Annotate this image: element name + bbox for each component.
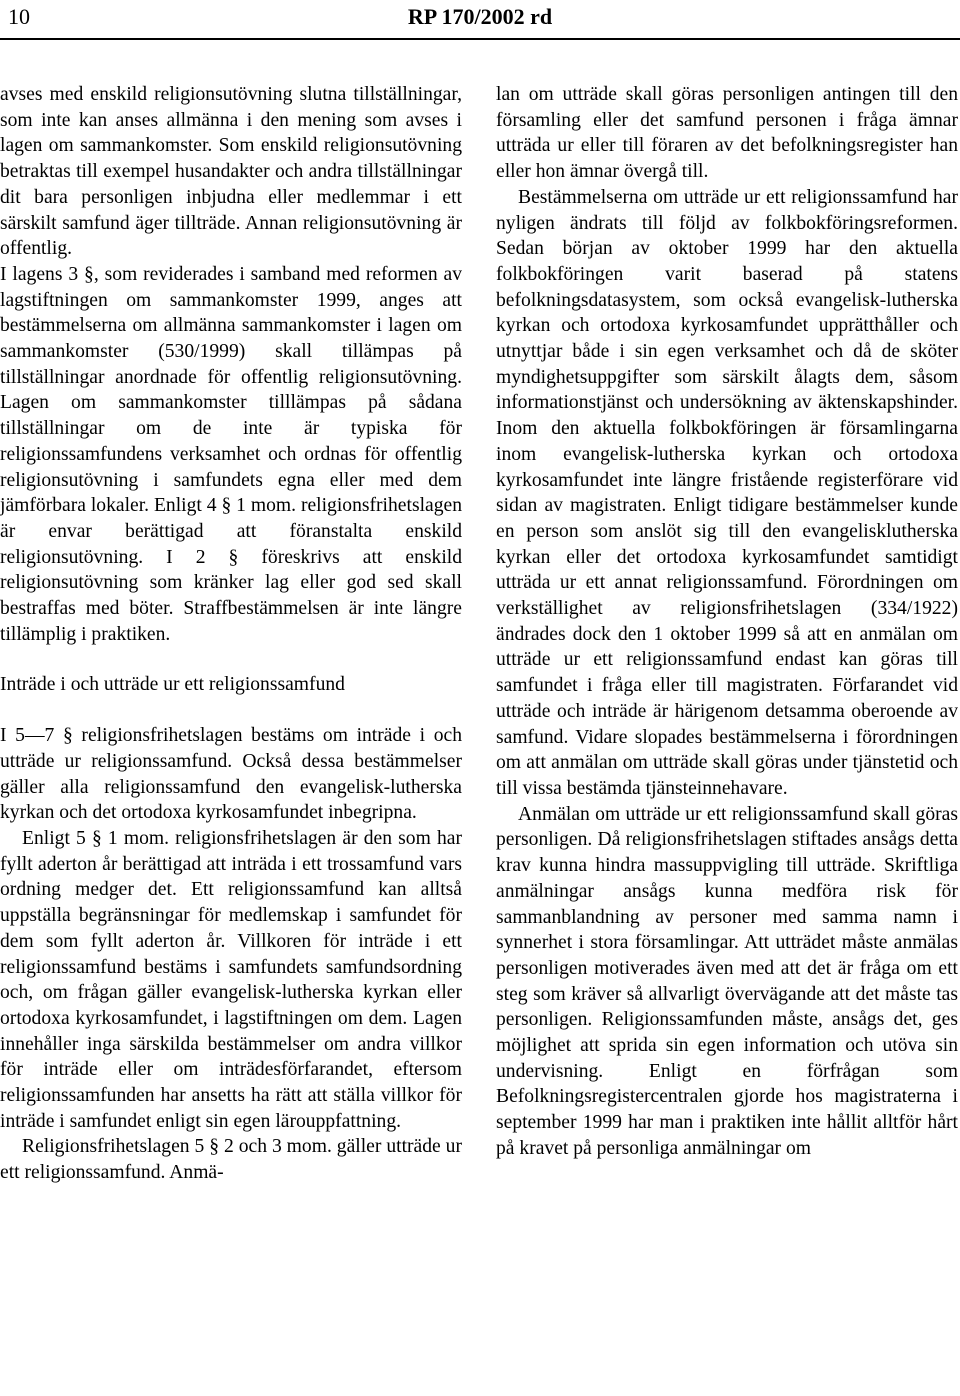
paragraph: Anmälan om utträde ur ett religionssamfund skall göras personligen. Då religionsfrihetslagen stiftades ansågs detta krav kunna hindra massuppvigling till utträde. Skriftliga anmälningar ansågs kunna medföra risk för sammanblandning av personer med samma namn i synnerhet i stora församlingar. Att utträdet måste anmälas personligen motiverades även med att det är fråga om ett steg som kräver så allvarligt övervägande att det måste tas personligen. Religionssamfunden måste, ansågs det, ges möjlighet att sprida sin egen information och utöva sin undervisning. Enligt en förfrågan som Befolkningsregistercentralen gjorde hos magistraterna i september 1999 har man i praktiken inte hållit alltför hårt på kravet på personliga anmälningar om bbox=[496, 803, 958, 1159]
document-id: RP 170/2002 rd bbox=[407, 4, 553, 29]
paragraph: I lagens 3 §, som reviderades i samband med reformen av lagstiftningen om sammankomster 1999, anges att bestämmelserna om allmänna sammankomster i lagen om sammankomster (530/1999) skall tillämpas på tillställningar anordnade för offentlig religionsutövning. Lagen om sammankomster tilllämpas på sådana tillställningar om de inte är typiska för religionssamfundens verksamhet och ordnas för offentlig religionsutövning i samfundets egna eller med dem jämförbara lokaler. Enligt 4 § 1 mom. religionsfrihetslagen är envar berättigad att föranstalta enskild religionsutövning. I 2 § föreskrivs att enskild religionsutövning som kränker lag eller god sed skall bestraffas med böter. Straffbestämmelsen är inte längre tillämplig i praktiken. bbox=[0, 263, 462, 645]
left-column bbox=[0, 82, 462, 1396]
section-heading: Inträde i och utträde ur ett religionssamfund bbox=[0, 674, 345, 696]
page-number: 10 bbox=[8, 4, 30, 29]
paragraph: lan om utträde skall göras personligen antingen till den församling eller det samfund personen i fråga ämnar utträda ur eller till föraren av det befolkningsregister han eller hon ämnar övergå till. bbox=[496, 84, 958, 183]
right-column bbox=[496, 82, 958, 1396]
header-rule bbox=[0, 38, 960, 40]
paragraph: Religionsfrihetslagen 5 § 2 och 3 mom. gäller utträde ur ett religionssamfund. Anmä- bbox=[0, 1136, 462, 1184]
paragraph: avses med enskild religionsutövning slutna tillställningar, som inte kan anses allmänna i den mening som avses i lagen om sammankomster. Som enskild religionsutövning betraktas till exempel husandakter och andra tillställningar dit bara personligen inbjudna eller medlemmar i ett särskilt samfund äger tillträde. Annan religionsutövning är offentlig. bbox=[0, 84, 462, 260]
page-header bbox=[0, 0, 960, 40]
paragraph: I 5—7 § religionsfrihetslagen bestäms om inträde i och utträde ur religionssamfund. Också dessa bestämmelser gäller alla religionssamfund den evangelisk-lutherska kyrkan och det ortodoxa kyrkosamfundet inbegripna. bbox=[0, 725, 462, 824]
paragraph: Enligt 5 § 1 mom. religionsfrihetslagen är den som har fyllt aderton år berättigad att inträda i ett trossamfund vars ordning medger det. Ett religionssamfund kan alltså uppställa begränsningar för medlemskap i samfundet för dem som fyllt aderton år. Villkoren för inträde i ett religionssamfund bestäms i samfundets samfundsordning och, om frågan gäller evangelisk-lutherska kyrkan eller ortodoxa kyrkosamfundet, i lagstiftningen om dem. Lagen innehåller inga särskilda bestämmelser om andra villkor för inträde eller om inträdesförfarandet, eftersom religionssamfunden har ansetts ha rätt att ställa villkor för inträde i samfundet enligt sin egen lärouppfattning. bbox=[0, 827, 462, 1132]
paragraph: Bestämmelserna om utträde ur ett religionssamfund har nyligen ändrats till följd av folkbokföringsreformen. Sedan början av oktober 1999 har den aktuella folkbokföringen varit baserad på statens befolkningsdatasystem, som också evangelisk-lutherska kyrkan och ortodoxa kyrkosamfundet upprätthåller och utnyttjar både i sin egen verksamhet och då de sköter myndighetsuppgifter som särskilt ålagts dem, såsom informationstjänst och undersökning av äktenskapshinder. Inom den aktuella folkbokföringen är församlingarna inom evangelisk-lutherska kyrkan och ortodoxa kyrkosamfundet inte längre fristående registerförare vid sidan av magistraten. Enligt tidigare bestämmelser kunde en person som anslöt sig till den evangelisklutherska kyrkan eller det ortodoxa kyrkosamfundet samtidigt utträda ur ett annat religionssamfund. Förordningen om verkställighet av religionsfrihetslagen (334/1922) ändrades dock den 1 oktober 1999 så att en anmälan om utträde ur ett religionssamfund endast kan göras till samfundet i fråga eller till magistraten. Förfarandet vid utträde och inträde är härigenom detsamma oberoende av samfund. Vidare slopades bestämmelserna i förordningen om att anmälan om utträde skall göras under tjänstetid och till vissa bestämda tjänsteinnehavare. bbox=[496, 186, 958, 799]
